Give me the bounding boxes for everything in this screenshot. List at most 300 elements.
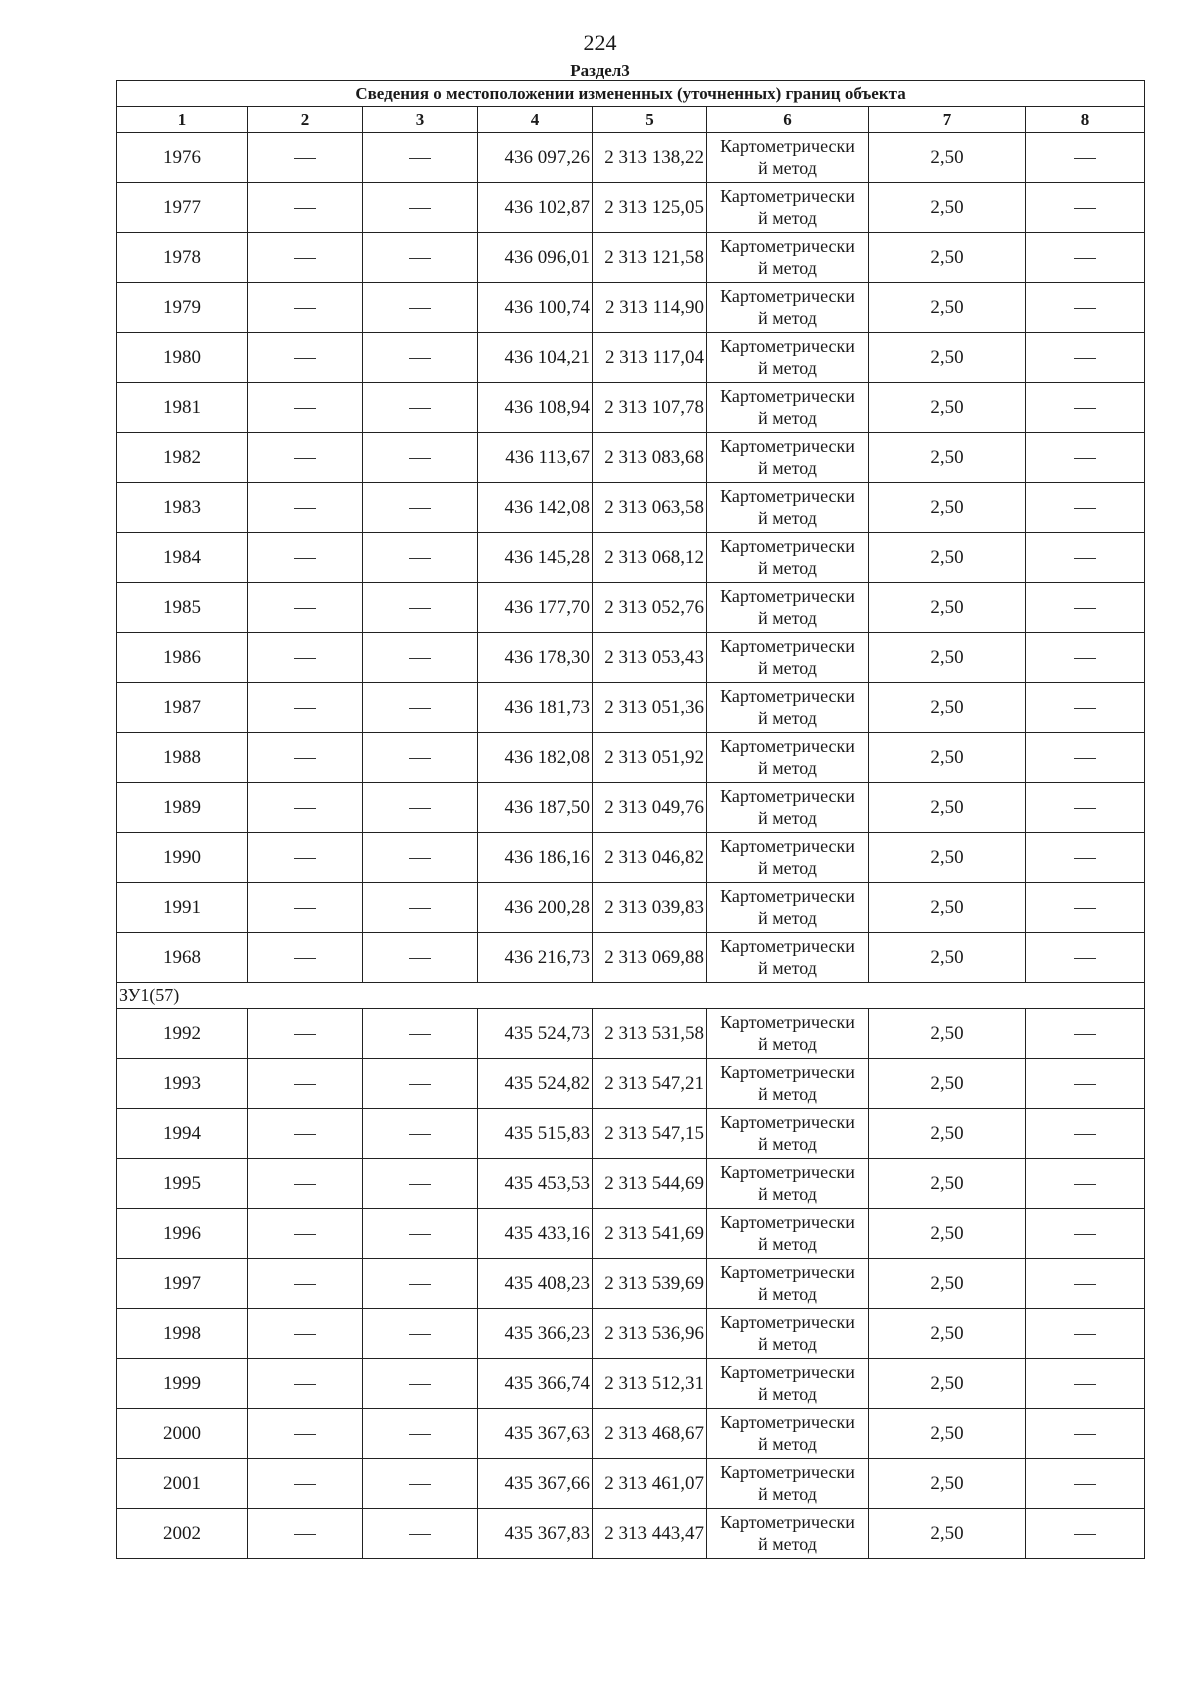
method-text-line1: Картометрически — [720, 335, 855, 356]
dash-mark — [1074, 1284, 1096, 1285]
x-coordinate-cell: 436 216,73 — [478, 933, 593, 983]
dash-mark — [409, 458, 431, 459]
dash-mark — [1074, 458, 1096, 459]
y-coordinate-cell: 2 313 051,92 — [593, 733, 707, 783]
empty-cell — [363, 133, 478, 183]
method-text-line1: Картометрически — [720, 435, 855, 456]
dash-mark — [1074, 658, 1096, 659]
table-row — [117, 283, 1145, 333]
dash-mark — [294, 308, 316, 309]
method-text-line2: й метод — [758, 1383, 817, 1404]
method-text-line2: й метод — [758, 607, 817, 628]
x-coordinate-cell: 435 515,83 — [478, 1109, 593, 1159]
method-cell — [707, 1509, 869, 1559]
dash-mark — [409, 608, 431, 609]
dash-mark — [1074, 258, 1096, 259]
dash-mark — [409, 358, 431, 359]
empty-cell — [1026, 1509, 1145, 1559]
dash-mark — [1074, 858, 1096, 859]
method-text-line1: Картометрически — [720, 885, 855, 906]
dash-mark — [294, 558, 316, 559]
method-text-line2: й метод — [758, 207, 817, 228]
dash-mark — [1074, 1034, 1096, 1035]
dash-mark — [294, 1384, 316, 1385]
x-coordinate-cell: 436 113,67 — [478, 433, 593, 483]
y-coordinate-cell: 2 313 107,78 — [593, 383, 707, 433]
empty-cell — [363, 1109, 478, 1159]
y-coordinate-cell: 2 313 138,22 — [593, 133, 707, 183]
accuracy-cell: 2,50 — [869, 1459, 1026, 1509]
empty-cell — [248, 1259, 363, 1309]
method-text-line1: Картометрически — [720, 385, 855, 406]
y-coordinate-cell: 2 313 536,96 — [593, 1309, 707, 1359]
method-cell — [707, 483, 869, 533]
method-text-line1: Картометрически — [720, 835, 855, 856]
point-number-cell: 1993 — [117, 1059, 248, 1109]
accuracy-cell: 2,50 — [869, 633, 1026, 683]
empty-cell — [1026, 133, 1145, 183]
empty-cell — [363, 883, 478, 933]
method-text-line2: й метод — [758, 257, 817, 278]
accuracy-cell: 2,50 — [869, 233, 1026, 283]
point-number-cell: 1986 — [117, 633, 248, 683]
method-cell — [707, 1059, 869, 1109]
table-row — [117, 683, 1145, 733]
dash-mark — [1074, 1384, 1096, 1385]
dash-mark — [1074, 308, 1096, 309]
dash-mark — [409, 908, 431, 909]
dash-mark — [294, 658, 316, 659]
method-text-line1: Картометрически — [720, 1361, 855, 1382]
table-row — [117, 1009, 1145, 1059]
accuracy-cell: 2,50 — [869, 1109, 1026, 1159]
table-row — [117, 883, 1145, 933]
point-number-cell: 1987 — [117, 683, 248, 733]
empty-cell — [248, 1159, 363, 1209]
accuracy-cell: 2,50 — [869, 533, 1026, 583]
dash-mark — [409, 258, 431, 259]
dash-mark — [294, 458, 316, 459]
method-cell — [707, 1309, 869, 1359]
x-coordinate-cell: 435 367,83 — [478, 1509, 593, 1559]
y-coordinate-cell: 2 313 531,58 — [593, 1009, 707, 1059]
x-coordinate-cell: 436 145,28 — [478, 533, 593, 583]
method-text-line1: Картометрически — [720, 1261, 855, 1282]
method-text-line1: Картометрически — [720, 1011, 855, 1032]
empty-cell — [1026, 1259, 1145, 1309]
empty-cell — [1026, 1409, 1145, 1459]
dash-mark — [294, 1034, 316, 1035]
accuracy-cell: 2,50 — [869, 333, 1026, 383]
method-text-line2: й метод — [758, 1133, 817, 1154]
y-coordinate-cell: 2 313 117,04 — [593, 333, 707, 383]
empty-cell — [363, 533, 478, 583]
method-cell — [707, 633, 869, 683]
dash-mark — [1074, 608, 1096, 609]
method-text-line2: й метод — [758, 157, 817, 178]
dash-mark — [1074, 758, 1096, 759]
dash-mark — [294, 208, 316, 209]
empty-cell — [248, 1359, 363, 1409]
empty-cell — [1026, 183, 1145, 233]
dash-mark — [409, 1384, 431, 1385]
method-cell — [707, 683, 869, 733]
method-text-line2: й метод — [758, 357, 817, 378]
y-coordinate-cell: 2 313 039,83 — [593, 883, 707, 933]
point-number-cell: 2002 — [117, 1509, 248, 1559]
table-row — [117, 583, 1145, 633]
dash-mark — [294, 1434, 316, 1435]
x-coordinate-cell: 435 366,74 — [478, 1359, 593, 1409]
empty-cell — [363, 1459, 478, 1509]
dash-mark — [294, 1334, 316, 1335]
dash-mark — [409, 1334, 431, 1335]
point-number-cell: 1982 — [117, 433, 248, 483]
dash-mark — [1074, 558, 1096, 559]
method-cell — [707, 833, 869, 883]
method-text-line1: Картометрически — [720, 1061, 855, 1082]
accuracy-cell: 2,50 — [869, 433, 1026, 483]
method-cell — [707, 433, 869, 483]
method-text-line1: Картометрически — [720, 1311, 855, 1332]
y-coordinate-cell: 2 313 125,05 — [593, 183, 707, 233]
dash-mark — [294, 808, 316, 809]
dash-mark — [1074, 1334, 1096, 1335]
y-coordinate-cell: 2 313 121,58 — [593, 233, 707, 283]
method-cell — [707, 1009, 869, 1059]
point-number-cell: 1989 — [117, 783, 248, 833]
x-coordinate-cell: 436 181,73 — [478, 683, 593, 733]
dash-mark — [409, 158, 431, 159]
dash-mark — [1074, 358, 1096, 359]
dash-mark — [409, 408, 431, 409]
method-text-line2: й метод — [758, 557, 817, 578]
empty-cell — [1026, 533, 1145, 583]
accuracy-cell: 2,50 — [869, 733, 1026, 783]
accuracy-cell: 2,50 — [869, 1309, 1026, 1359]
dash-mark — [409, 958, 431, 959]
empty-cell — [363, 1009, 478, 1059]
dash-mark — [1074, 1534, 1096, 1535]
y-coordinate-cell: 2 313 114,90 — [593, 283, 707, 333]
table-row — [117, 1059, 1145, 1109]
table-row — [117, 933, 1145, 983]
point-number-cell: 1983 — [117, 483, 248, 533]
empty-cell — [248, 583, 363, 633]
table-row — [117, 533, 1145, 583]
y-coordinate-cell: 2 313 069,88 — [593, 933, 707, 983]
empty-cell — [363, 1059, 478, 1109]
dash-mark — [1074, 808, 1096, 809]
empty-cell — [363, 1159, 478, 1209]
x-coordinate-cell: 435 366,23 — [478, 1309, 593, 1359]
y-coordinate-cell: 2 313 539,69 — [593, 1259, 707, 1309]
dash-mark — [1074, 1434, 1096, 1435]
empty-cell — [248, 133, 363, 183]
dash-mark — [409, 1084, 431, 1085]
method-text-line1: Картометрически — [720, 1461, 855, 1482]
point-number-cell: 1984 — [117, 533, 248, 583]
group-label-row — [117, 983, 1145, 1009]
dash-mark — [409, 558, 431, 559]
method-text-line2: й метод — [758, 957, 817, 978]
empty-cell — [363, 583, 478, 633]
x-coordinate-cell: 436 177,70 — [478, 583, 593, 633]
method-text-line1: Картометрически — [720, 735, 855, 756]
method-cell — [707, 1359, 869, 1409]
accuracy-cell: 2,50 — [869, 683, 1026, 733]
empty-cell — [248, 633, 363, 683]
empty-cell — [1026, 583, 1145, 633]
y-coordinate-cell: 2 313 053,43 — [593, 633, 707, 683]
point-number-cell: 1990 — [117, 833, 248, 883]
method-text-line2: й метод — [758, 457, 817, 478]
dash-mark — [294, 608, 316, 609]
empty-cell — [248, 383, 363, 433]
dash-mark — [409, 1484, 431, 1485]
empty-cell — [1026, 1109, 1145, 1159]
y-coordinate-cell: 2 313 443,47 — [593, 1509, 707, 1559]
empty-cell — [248, 433, 363, 483]
point-number-cell: 1995 — [117, 1159, 248, 1209]
empty-cell — [1026, 233, 1145, 283]
table-row — [117, 1509, 1145, 1559]
y-coordinate-cell: 2 313 461,07 — [593, 1459, 707, 1509]
dash-mark — [294, 858, 316, 859]
method-text-line1: Картометрически — [720, 185, 855, 206]
empty-cell — [1026, 1059, 1145, 1109]
accuracy-cell: 2,50 — [869, 1059, 1026, 1109]
empty-cell — [248, 783, 363, 833]
dash-mark — [409, 1034, 431, 1035]
x-coordinate-cell: 436 108,94 — [478, 383, 593, 433]
column-number: 7 — [869, 107, 1026, 133]
empty-cell — [248, 883, 363, 933]
method-text-line1: Картометрически — [720, 635, 855, 656]
x-coordinate-cell: 435 433,16 — [478, 1209, 593, 1259]
method-text-line1: Картометрически — [720, 1211, 855, 1232]
x-coordinate-cell: 435 367,66 — [478, 1459, 593, 1509]
method-cell — [707, 283, 869, 333]
table-title: Сведения о местоположении измененных (уточненных) границ объекта — [117, 81, 1145, 107]
accuracy-cell: 2,50 — [869, 1159, 1026, 1209]
accuracy-cell: 2,50 — [869, 483, 1026, 533]
method-text-line1: Картометрически — [720, 685, 855, 706]
accuracy-cell: 2,50 — [869, 1209, 1026, 1259]
method-cell — [707, 733, 869, 783]
dash-mark — [1074, 1084, 1096, 1085]
point-number-cell: 1999 — [117, 1359, 248, 1409]
table-row — [117, 333, 1145, 383]
point-number-cell: 1968 — [117, 933, 248, 983]
empty-cell — [1026, 1209, 1145, 1259]
method-text-line2: й метод — [758, 807, 817, 828]
dash-mark — [294, 958, 316, 959]
dash-mark — [1074, 908, 1096, 909]
accuracy-cell: 2,50 — [869, 1359, 1026, 1409]
method-text-line2: й метод — [758, 757, 817, 778]
dash-mark — [409, 1284, 431, 1285]
accuracy-cell: 2,50 — [869, 1009, 1026, 1059]
empty-cell — [248, 233, 363, 283]
empty-cell — [1026, 633, 1145, 683]
table-row — [117, 483, 1145, 533]
point-number-cell: 1998 — [117, 1309, 248, 1359]
method-text-line2: й метод — [758, 1333, 817, 1354]
method-cell — [707, 133, 869, 183]
dash-mark — [294, 158, 316, 159]
empty-cell — [248, 933, 363, 983]
empty-cell — [1026, 733, 1145, 783]
x-coordinate-cell: 436 187,50 — [478, 783, 593, 833]
x-coordinate-cell: 435 453,53 — [478, 1159, 593, 1209]
empty-cell — [363, 1259, 478, 1309]
empty-cell — [248, 483, 363, 533]
accuracy-cell: 2,50 — [869, 1259, 1026, 1309]
method-text-line1: Картометрически — [720, 285, 855, 306]
accuracy-cell: 2,50 — [869, 883, 1026, 933]
empty-cell — [363, 933, 478, 983]
accuracy-cell: 2,50 — [869, 383, 1026, 433]
dash-mark — [294, 1284, 316, 1285]
point-number-cell: 1980 — [117, 333, 248, 383]
accuracy-cell: 2,50 — [869, 833, 1026, 883]
column-number: 6 — [707, 107, 869, 133]
empty-cell — [363, 683, 478, 733]
table-row — [117, 733, 1145, 783]
empty-cell — [363, 183, 478, 233]
dash-mark — [294, 758, 316, 759]
empty-cell — [363, 633, 478, 683]
y-coordinate-cell: 2 313 083,68 — [593, 433, 707, 483]
point-number-cell: 1976 — [117, 133, 248, 183]
table-row — [117, 1359, 1145, 1409]
method-text-line1: Картометрически — [720, 935, 855, 956]
method-cell — [707, 1259, 869, 1309]
method-cell — [707, 1209, 869, 1259]
accuracy-cell: 2,50 — [869, 283, 1026, 333]
dash-mark — [409, 1184, 431, 1185]
method-text-line2: й метод — [758, 507, 817, 528]
empty-cell — [248, 1109, 363, 1159]
empty-cell — [248, 283, 363, 333]
empty-cell — [363, 833, 478, 883]
empty-cell — [363, 1359, 478, 1409]
table-row — [117, 233, 1145, 283]
dash-mark — [1074, 958, 1096, 959]
y-coordinate-cell: 2 313 052,76 — [593, 583, 707, 633]
empty-cell — [248, 1309, 363, 1359]
method-text-line1: Картометрически — [720, 535, 855, 556]
x-coordinate-cell: 436 100,74 — [478, 283, 593, 333]
table-row — [117, 383, 1145, 433]
dash-mark — [294, 1084, 316, 1085]
dash-mark — [1074, 408, 1096, 409]
y-coordinate-cell: 2 313 051,36 — [593, 683, 707, 733]
table-row — [117, 1209, 1145, 1259]
x-coordinate-cell: 435 367,63 — [478, 1409, 593, 1459]
empty-cell — [248, 1209, 363, 1259]
table-row — [117, 1109, 1145, 1159]
method-text-line1: Картометрически — [720, 485, 855, 506]
method-text-line1: Картометрически — [720, 585, 855, 606]
method-text-line2: й метод — [758, 657, 817, 678]
x-coordinate-cell: 436 096,01 — [478, 233, 593, 283]
empty-cell — [1026, 383, 1145, 433]
method-cell — [707, 233, 869, 283]
method-cell — [707, 1409, 869, 1459]
method-text-line1: Картометрически — [720, 235, 855, 256]
dash-mark — [409, 308, 431, 309]
empty-cell — [248, 533, 363, 583]
method-text-line2: й метод — [758, 907, 817, 928]
dash-mark — [294, 408, 316, 409]
x-coordinate-cell: 436 200,28 — [478, 883, 593, 933]
method-cell — [707, 1459, 869, 1509]
method-text-line1: Картометрически — [720, 135, 855, 156]
table-row — [117, 133, 1145, 183]
method-text-line1: Картометрически — [720, 1161, 855, 1182]
dash-mark — [1074, 1234, 1096, 1235]
dash-mark — [1074, 508, 1096, 509]
method-cell — [707, 1109, 869, 1159]
accuracy-cell: 2,50 — [869, 183, 1026, 233]
dash-mark — [294, 1534, 316, 1535]
table-row — [117, 1309, 1145, 1359]
table-row — [117, 1259, 1145, 1309]
empty-cell — [363, 1409, 478, 1459]
column-number: 2 — [248, 107, 363, 133]
dash-mark — [1074, 1134, 1096, 1135]
empty-cell — [363, 433, 478, 483]
x-coordinate-cell: 436 178,30 — [478, 633, 593, 683]
method-cell — [707, 383, 869, 433]
dash-mark — [294, 508, 316, 509]
x-coordinate-cell: 436 104,21 — [478, 333, 593, 383]
point-number-cell: 1981 — [117, 383, 248, 433]
method-text-line2: й метод — [758, 1283, 817, 1304]
accuracy-cell: 2,50 — [869, 783, 1026, 833]
y-coordinate-cell: 2 313 512,31 — [593, 1359, 707, 1409]
accuracy-cell: 2,50 — [869, 583, 1026, 633]
empty-cell — [248, 833, 363, 883]
method-text-line2: й метод — [758, 407, 817, 428]
method-text-line2: й метод — [758, 1483, 817, 1504]
dash-mark — [294, 908, 316, 909]
dash-mark — [1074, 708, 1096, 709]
method-text-line2: й метод — [758, 307, 817, 328]
method-text-line1: Картометрически — [720, 1111, 855, 1132]
table-row — [117, 1459, 1145, 1509]
dash-mark — [409, 1134, 431, 1135]
method-text-line2: й метод — [758, 1533, 817, 1554]
empty-cell — [1026, 1459, 1145, 1509]
method-cell — [707, 583, 869, 633]
empty-cell — [1026, 1309, 1145, 1359]
empty-cell — [363, 233, 478, 283]
method-text-line2: й метод — [758, 1033, 817, 1054]
empty-cell — [1026, 883, 1145, 933]
empty-cell — [363, 733, 478, 783]
y-coordinate-cell: 2 313 063,58 — [593, 483, 707, 533]
column-number: 5 — [593, 107, 707, 133]
x-coordinate-cell: 436 097,26 — [478, 133, 593, 183]
method-cell — [707, 183, 869, 233]
x-coordinate-cell: 435 524,73 — [478, 1009, 593, 1059]
empty-cell — [248, 733, 363, 783]
empty-cell — [248, 183, 363, 233]
point-number-cell: 1979 — [117, 283, 248, 333]
